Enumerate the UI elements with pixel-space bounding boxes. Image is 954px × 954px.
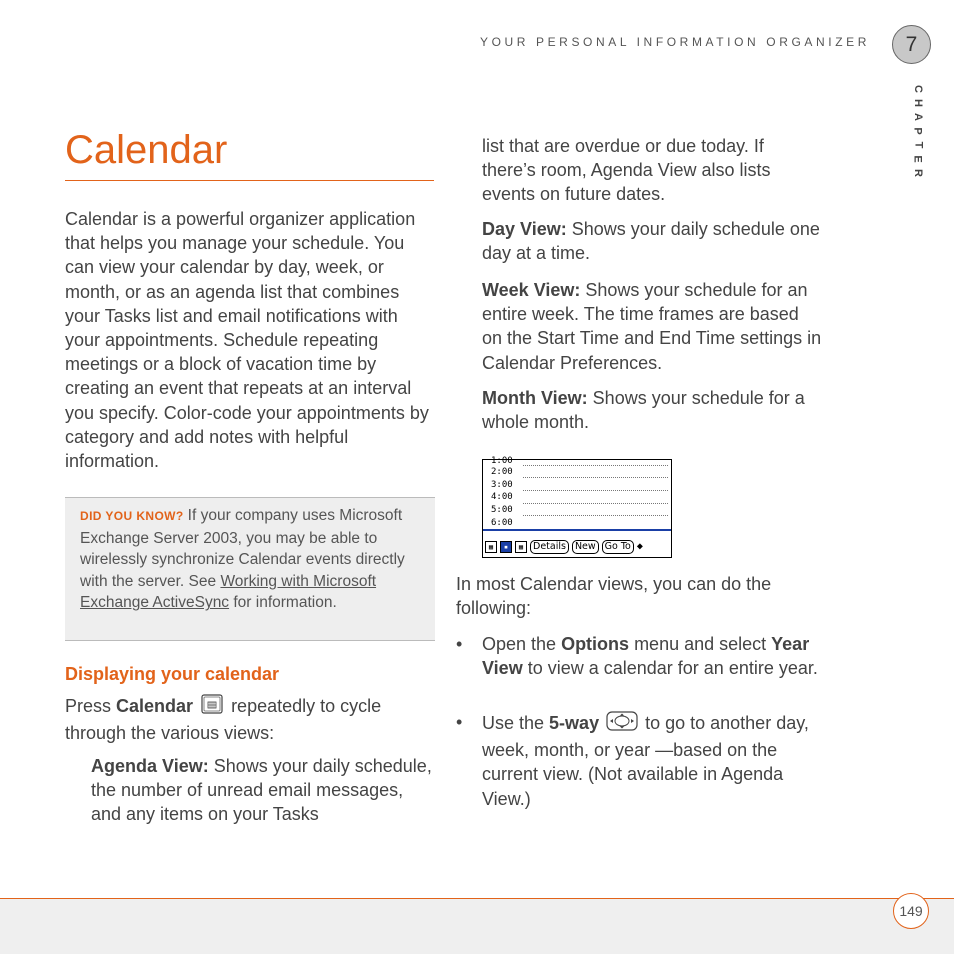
press-prefix: Press bbox=[65, 695, 117, 716]
intro-paragraph: Calendar is a powerful organizer application that helps you manage your schedule. You can view your calendar by day, week, or month, or as an agenda list that combines your Tasks list and email notifications with your appointments. Schedule repeating meetings or a block of vacation time by creating an event that repeats at an interval you specify. Color-code your appointments by category and add notes with helpful information. bbox=[65, 209, 429, 472]
day-view-text: Shows your daily schedule one day at a time. bbox=[482, 219, 820, 264]
tip-text-end: for information. bbox=[229, 594, 337, 612]
time-slot-line bbox=[523, 477, 668, 478]
time-slot-line bbox=[523, 465, 668, 466]
bullet-text: to view a calendar for an entire year. bbox=[522, 658, 818, 679]
options-bold: Options bbox=[561, 634, 630, 654]
five-way-navigator-icon bbox=[604, 710, 640, 738]
bullet-text: Use the bbox=[482, 712, 550, 733]
week-view-text: Shows your schedule for an entire week. The time frames are based on the Start Time and End Time settings in Calendar Preferences. bbox=[482, 280, 822, 373]
year-view-bold: Year View bbox=[482, 634, 810, 679]
page-number: 149 bbox=[893, 893, 929, 929]
exchange-activesync-link[interactable]: Working with Microsoft Exchange ActiveSync bbox=[80, 572, 377, 612]
go-to-button[interactable]: Go To bbox=[602, 540, 634, 554]
press-suffix: repeatedly to cycle through the various views: bbox=[65, 695, 382, 744]
chapter-letter: H bbox=[911, 99, 924, 107]
title-rule bbox=[65, 180, 434, 181]
day-view-label: Day View: bbox=[482, 219, 567, 239]
chapter-letter: E bbox=[912, 155, 924, 163]
press-calendar-paragraph bbox=[65, 693, 435, 745]
month-view-paragraph bbox=[482, 386, 822, 434]
calendar-bold: Calendar bbox=[116, 695, 194, 716]
tip-text: If your company uses Microsoft Exchange Server 2003, you may be able to wirelessly synchronize Calendar events directly with the server. See bbox=[80, 507, 405, 590]
agenda-view-continued: list that are overdue or due today. If there’s room, Agenda View also lists events on future dates. bbox=[482, 136, 771, 205]
five-way-bold: 5-way bbox=[549, 712, 600, 733]
section-subhead: Displaying your calendar bbox=[65, 664, 280, 684]
agenda-view-text: Shows your daily schedule, the number of unread email messages, and any items on your Tasks bbox=[91, 756, 432, 825]
week-view-paragraph bbox=[482, 278, 822, 375]
list-item bbox=[456, 632, 826, 680]
did-you-know-box bbox=[65, 497, 435, 641]
day-view-icon[interactable]: ▦ bbox=[485, 541, 497, 553]
chapter-letter: T bbox=[911, 141, 924, 149]
new-button[interactable]: New bbox=[572, 540, 599, 554]
agenda-view-label: Agenda View: bbox=[91, 756, 209, 776]
chapter-letter: C bbox=[911, 85, 924, 93]
running-header: YOUR PERSONAL INFORMATION ORGANIZER bbox=[479, 35, 870, 49]
month-view-text: Shows your schedule for a whole month. bbox=[482, 388, 805, 433]
page-title: Calendar bbox=[65, 128, 228, 172]
calendar-toolbar bbox=[485, 539, 669, 554]
bullet-dot: • bbox=[456, 712, 463, 732]
category-icon[interactable]: ◆ bbox=[636, 541, 643, 552]
chapter-number-badge: 7 bbox=[892, 25, 931, 64]
time-label: 3:00 bbox=[491, 480, 513, 490]
bullet-text: menu and select bbox=[629, 634, 772, 654]
calendar-button-icon bbox=[198, 693, 226, 721]
time-label: 1:00 bbox=[491, 456, 513, 466]
chapter-letter: P bbox=[912, 127, 924, 135]
bullet-text: to go to another day, week, month, or year —based on the current view. (Not available in Agenda View.) bbox=[482, 712, 809, 809]
tip-label: DID YOU KNOW? bbox=[80, 509, 184, 523]
chapter-letter: R bbox=[911, 169, 924, 177]
footer-band bbox=[0, 898, 954, 954]
chapter-vertical-label bbox=[912, 82, 924, 180]
day-view-paragraph bbox=[482, 217, 822, 265]
time-label: 5:00 bbox=[491, 505, 513, 515]
time-label: 4:00 bbox=[491, 492, 513, 502]
list-item bbox=[456, 710, 826, 811]
most-views-paragraph: In most Calendar views, you can do the following: bbox=[456, 574, 772, 619]
current-time-line bbox=[483, 529, 671, 531]
bullet-text: Open the bbox=[482, 634, 562, 654]
time-slot-line bbox=[523, 515, 668, 516]
chapter-letter: A bbox=[911, 113, 924, 121]
time-label: 6:00 bbox=[491, 518, 513, 528]
month-view-icon[interactable]: ▦ bbox=[515, 541, 527, 553]
agenda-view-paragraph bbox=[91, 754, 436, 827]
time-slot-line bbox=[523, 490, 668, 491]
bullet-dot: • bbox=[456, 634, 463, 654]
calendar-day-view-screenshot bbox=[482, 456, 672, 558]
week-view-label: Week View: bbox=[482, 280, 581, 300]
week-view-icon[interactable]: ▪ bbox=[500, 541, 512, 553]
details-button[interactable]: Details bbox=[530, 540, 569, 554]
month-view-label: Month View: bbox=[482, 388, 588, 408]
time-label: 2:00 bbox=[491, 467, 513, 477]
time-slot-line bbox=[523, 503, 668, 504]
